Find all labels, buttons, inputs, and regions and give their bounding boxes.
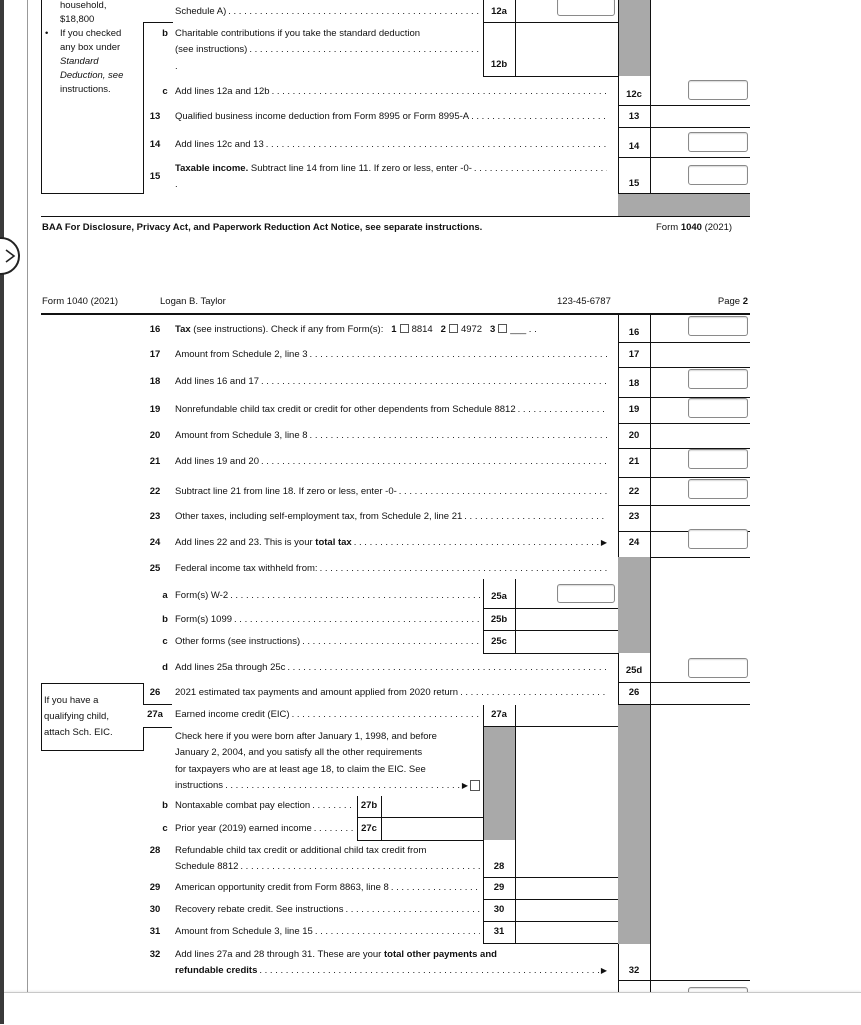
line-text: Nonrefundable child tax credit or credit for other dependents from Schedule 8812 — [175, 404, 516, 415]
line-25c-letter: c — [162, 636, 168, 647]
line-18-text — [175, 376, 607, 388]
line-text: Subtract line 14 from line 11. If zero or less, enter -0- — [248, 163, 472, 174]
line-32-number: 32 — [149, 949, 161, 960]
line-22-number: 22 — [149, 486, 161, 497]
line-16-text — [175, 324, 537, 336]
line-28-text-2 — [175, 861, 480, 873]
line-31-number: 31 — [149, 926, 161, 937]
arrow-right-icon: ▶ — [600, 966, 607, 975]
line-16-number: 16 — [149, 324, 161, 335]
line-21-number: 21 — [149, 456, 161, 467]
line-25a-label: 25a — [491, 591, 507, 602]
line-12c-input[interactable] — [688, 80, 748, 100]
line-text: 2021 estimated tax payments and amount applied from 2020 return — [175, 687, 459, 698]
form-1-number: 1 — [391, 324, 397, 335]
line-text: Other forms (see instructions) — [175, 636, 301, 647]
line-14-input[interactable] — [688, 132, 748, 152]
line-25d-text — [175, 662, 607, 674]
bullet: • — [45, 28, 49, 39]
line-24-label: 24 — [628, 537, 640, 548]
line-text: instructions — [175, 780, 224, 791]
eic-age-checkbox[interactable] — [470, 780, 480, 791]
line-28-label: 28 — [493, 861, 505, 872]
eic-check-text: January 2, 2004, and you satisfy all the other requirements — [175, 747, 423, 758]
line-text: Add lines 22 and 23. This is your — [175, 537, 316, 548]
line-text-bold: Taxable income. — [175, 163, 249, 174]
line-15-text — [175, 163, 607, 175]
eic-check-text: Check here if you were born after January 1, 1998, and before — [175, 731, 437, 742]
line-text: (see instructions) — [175, 44, 248, 55]
line-text: Other taxes, including self-employment tax, from Schedule 2, line 21 — [175, 511, 463, 522]
line-text: Form(s) 1099 — [175, 614, 233, 625]
line-12b-text-2 — [175, 44, 480, 56]
line-23-number: 23 — [149, 511, 161, 522]
line-text: Recovery rebate credit. See instructions — [175, 904, 344, 915]
line-25b-text — [175, 614, 480, 626]
line-22-text — [175, 486, 607, 498]
line-20-label: 20 — [628, 430, 640, 441]
footer-form-year: (2021) — [701, 222, 733, 233]
note-line: qualifying child, — [44, 711, 109, 722]
line-text-bold: total tax — [315, 537, 352, 548]
line-27c-letter: c — [162, 823, 168, 834]
line-16-label: 16 — [628, 327, 640, 338]
line-17-number: 17 — [149, 349, 161, 360]
line-27b-letter: b — [162, 800, 168, 811]
line-text: Add lines 16 and 17 — [175, 376, 259, 387]
line-25a-input[interactable] — [557, 584, 615, 603]
line-26-text — [175, 687, 607, 699]
line-18-label: 18 — [628, 378, 640, 389]
line-text: Add lines 27a and 28 through 31. These are your — [175, 949, 384, 960]
form-3-number: 3 — [490, 324, 496, 335]
line-text: Amount from Schedule 3, line 8 — [175, 430, 308, 441]
line-23-label: 23 — [628, 511, 640, 522]
line-text: Form(s) W-2 — [175, 590, 229, 601]
page-prefix: Page — [717, 296, 743, 307]
eic-check-text: for taxpayers who are at least age 18, to claim the EIC. See — [175, 764, 426, 775]
note-line: attach Sch. EIC. — [44, 727, 113, 738]
line-21-input[interactable] — [688, 449, 748, 469]
line-19-text — [175, 404, 607, 416]
line-25a-text — [175, 590, 480, 602]
line-14-number: 14 — [149, 139, 161, 150]
line-28-number: 28 — [149, 845, 161, 856]
taxpayer-name: Logan B. Taylor — [160, 296, 226, 307]
line-20-text — [175, 430, 607, 442]
line-17-text — [175, 349, 607, 361]
line-19-label: 19 — [628, 404, 640, 415]
line-text: Prior year (2019) earned income — [175, 823, 312, 834]
leader-dots: . . — [526, 324, 537, 335]
page-footer-notice: BAA For Disclosure, Privacy Act, and Paperwork Reduction Act Notice, see separate instructions. — [42, 222, 483, 233]
line-12b-label: 12b — [490, 59, 508, 70]
line-14-text — [175, 139, 607, 151]
line-25d-letter: d — [162, 662, 168, 673]
line-25-number: 25 — [149, 563, 161, 574]
line-31-label: 31 — [493, 926, 505, 937]
line-22-label: 22 — [628, 486, 640, 497]
line-text-bold: refundable credits — [175, 965, 258, 976]
note-line: instructions. — [60, 84, 111, 95]
page-num: 2 — [742, 296, 748, 307]
line-29-label: 29 — [493, 882, 505, 893]
line-text-bold: Tax — [175, 324, 191, 335]
form-4972-checkbox[interactable] — [449, 324, 458, 333]
line-25b-letter: b — [162, 614, 168, 625]
form-2-number: 2 — [440, 324, 446, 335]
footer-form-number: 1040 — [680, 222, 702, 233]
line-30-number: 30 — [149, 904, 161, 915]
line-30-label: 30 — [493, 904, 505, 915]
line-22-input[interactable] — [688, 479, 748, 499]
line-text: Add lines 19 and 20 — [175, 456, 259, 467]
line-17-label: 17 — [628, 349, 640, 360]
form-4972-label: 4972 — [460, 324, 483, 335]
line-text: Federal income tax withheld from: — [175, 563, 318, 574]
line-25-text — [175, 563, 607, 575]
line-14-label: 14 — [628, 141, 640, 152]
line-text: (see instructions). Check if any from Form(s): — [190, 324, 384, 335]
line-text: Add lines 12c and 13 — [175, 139, 264, 150]
line-27c-label: 27c — [361, 823, 377, 834]
page-header-form: Form 1040 (2021) — [42, 296, 119, 307]
line-30-text — [175, 904, 480, 916]
line-15-text-2: . — [175, 179, 178, 190]
line-28-text: Refundable child tax credit or additional child tax credit from — [175, 845, 427, 856]
line-12b-letter: b — [162, 28, 168, 39]
line-25c-text — [175, 636, 480, 648]
line-18-number: 18 — [149, 376, 161, 387]
line-text: Add lines 25a through 25c — [175, 662, 286, 673]
line-27a-label: 27a — [491, 709, 507, 720]
line-text: Schedule 8812 — [175, 861, 239, 872]
line-12a-text — [175, 6, 480, 18]
line-27a-number: 27a — [147, 709, 163, 720]
line-27b-label: 27b — [360, 800, 378, 811]
line-12b-text-3: . — [175, 61, 178, 72]
line-24-input[interactable] — [688, 529, 748, 549]
line-25c-label: 25c — [491, 636, 507, 647]
line-13-text — [175, 111, 607, 123]
line-25d-label: 25d — [625, 665, 643, 676]
line-27c-text — [175, 823, 353, 835]
sidebar-toggle-button[interactable] — [0, 237, 20, 275]
form-3-checkbox[interactable] — [498, 324, 507, 333]
line-16-input[interactable] — [688, 316, 748, 336]
form-8814-checkbox[interactable] — [400, 324, 409, 333]
line-15-label: 15 — [628, 178, 640, 189]
note-line: Deduction, see — [60, 70, 124, 81]
line-21-text — [175, 456, 607, 468]
note-line: If you checked — [60, 28, 122, 39]
line-text: Schedule A) — [175, 6, 227, 17]
line-32-text-2 — [175, 965, 607, 977]
page-number — [700, 296, 748, 308]
line-15-input[interactable] — [688, 165, 748, 185]
line-13-label: 13 — [628, 111, 640, 122]
page-footer-form — [656, 222, 732, 234]
line-15-number: 15 — [149, 171, 161, 182]
note-line: $18,800 — [60, 14, 95, 25]
line-12c-letter: c — [162, 86, 168, 97]
line-19-input[interactable] — [688, 398, 748, 418]
line-19-number: 19 — [149, 404, 161, 415]
line-12c-label: 12c — [626, 89, 642, 100]
line-31-text — [175, 926, 480, 938]
footer-form-prefix: Form — [656, 222, 681, 233]
line-26-label: 26 — [628, 687, 640, 698]
line-12c-text — [175, 86, 607, 98]
line-32-label: 32 — [628, 965, 640, 976]
line-12a-input[interactable] — [557, 0, 615, 16]
line-29-text — [175, 882, 480, 894]
note-line: If you have a — [44, 695, 99, 706]
line-20-number: 20 — [149, 430, 161, 441]
form-3-blank[interactable]: ___ — [510, 324, 527, 335]
line-32-text — [175, 949, 497, 961]
line-text: Earned income credit (EIC) — [175, 709, 290, 720]
line-13-number: 13 — [149, 111, 161, 122]
line-23-text — [175, 511, 607, 523]
note-line: any box under — [60, 42, 121, 53]
line-26-number: 26 — [149, 687, 161, 698]
chevron-right-icon — [4, 248, 18, 264]
line-25a-letter: a — [162, 590, 168, 601]
line-text: Subtract line 21 from line 18. If zero or less, enter -0- — [175, 486, 397, 497]
taxpayer-ssn: 123-45-6787 — [557, 296, 611, 307]
arrow-right-icon: ▶ — [461, 781, 468, 790]
line-24-number: 24 — [149, 537, 161, 548]
line-12a-label: 12a — [491, 6, 507, 17]
line-text: Amount from Schedule 2, line 3 — [175, 349, 308, 360]
line-text: Amount from Schedule 3, line 15 — [175, 926, 313, 937]
note-line: household, — [60, 0, 107, 11]
arrow-right-icon: ▶ — [600, 538, 607, 547]
eic-check-last — [175, 780, 480, 792]
viewer-bottom-bar — [4, 992, 861, 1025]
line-text: Qualified business income deduction from Form 8995 or Form 8995-A — [175, 111, 470, 122]
line-29-number: 29 — [149, 882, 161, 893]
line-text-bold: total other payments and — [383, 949, 497, 960]
note-line: Standard — [60, 56, 99, 67]
page-left-border — [27, 0, 28, 1024]
line-text: Add lines 12a and 12b — [175, 86, 270, 97]
line-27a-text — [175, 709, 480, 721]
form-8814-label: 8814 — [411, 324, 433, 335]
line-text: American opportunity credit from Form 8863, line 8 — [175, 882, 389, 893]
line-25d-input[interactable] — [688, 658, 748, 678]
line-text: Nontaxable combat pay election — [175, 800, 311, 811]
line-21-label: 21 — [628, 456, 640, 467]
viewer-left-edge — [0, 0, 4, 1024]
line-12b-text: Charitable contributions if you take the standard deduction — [175, 28, 421, 39]
line-18-input[interactable] — [688, 369, 748, 389]
line-24-text — [175, 537, 607, 549]
line-25b-label: 25b — [490, 614, 508, 625]
line-27b-text — [175, 800, 353, 812]
